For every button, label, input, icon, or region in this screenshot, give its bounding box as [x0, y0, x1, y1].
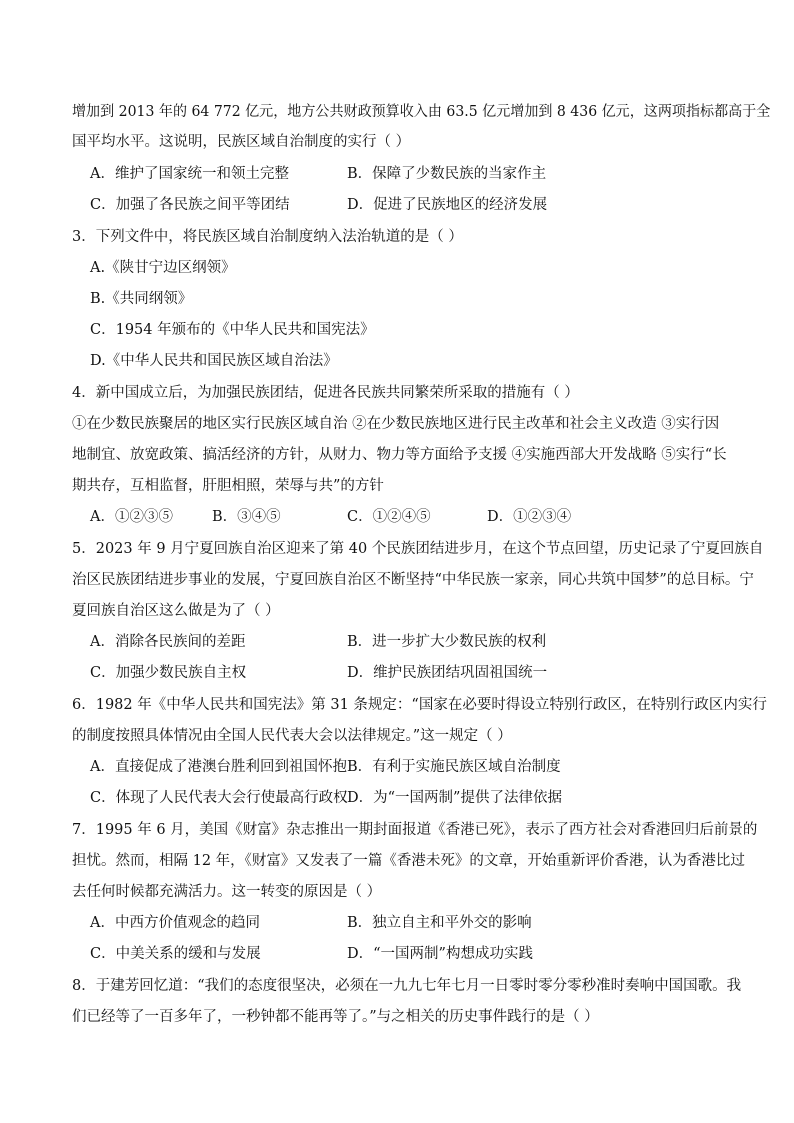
q7-option-c[interactable]: C．中美关系的缓和与发展 — [90, 946, 261, 962]
q5-stem-line-1: 5．2023 年 9 月宁夏回族自治区迎来了第 40 个民族团结进步月，在这个节点回望，历史记录了宁夏回族自 — [72, 541, 764, 557]
q3-stem: 3．下列文件中，将民族区域自治制度纳入法治轨道的是（ ） — [72, 229, 463, 245]
q6-stem-line-2: 的制度按照具体情况由全国人民代表大会以法律规定。”这一规定（ ） — [72, 728, 512, 744]
q7-stem-line-3: 去任何时候都充满活力。这一转变的原因是（ ） — [72, 884, 382, 900]
q4-option-a[interactable]: A．①②③⑤ — [90, 509, 173, 525]
q5-stem-line-3: 夏回族自治区这么做是为了（ ） — [72, 603, 280, 619]
q7-option-d[interactable]: D．“一国两制”构想成功实践 — [347, 946, 533, 962]
q4-stem-line-2: ①在少数民族聚居的地区实行民族区域自治 ②在少数民族地区进行民主改革和社会主义改造 ③实行因 — [72, 416, 720, 432]
q3-option-c[interactable]: C．1954 年颁布的《中华人民共和国宪法》 — [90, 322, 375, 338]
q5-option-b[interactable]: B．进一步扩大少数民族的权利 — [347, 634, 547, 650]
q6-option-a[interactable]: A．直接促成了港澳台胜利回到祖国怀抱 — [90, 759, 347, 775]
q4-stem-line-1: 4．新中国成立后，为加强民族团结，促进各民族共同繁荣所采取的措施有（ ） — [72, 385, 579, 401]
q3-option-d[interactable]: D.《中华人民共和国民族区域自治法》 — [90, 353, 338, 369]
q4-option-d[interactable]: D．①②③④ — [487, 509, 572, 525]
q7-option-a[interactable]: A．中西方价值观念的趋同 — [90, 915, 260, 931]
q2-stem-line-1: 增加到 2013 年的 64 772 亿元，地方公共财政预算收入由 63.5 亿元增加到 8 436 亿元，这两项指标都高于全 — [72, 104, 771, 120]
q2-option-a[interactable]: A．维护了国家统一和领土完整 — [90, 166, 289, 182]
q4-stem-line-4: 期共存，互相监督，肝胆相照，荣辱与共”的方针 — [72, 478, 384, 494]
q5-stem-line-2: 治区民族团结进步事业的发展，宁夏回族自治区不断坚持“中华民族一家亲，同心共筑中国梦”的总目标。宁 — [72, 572, 754, 588]
q5-option-d[interactable]: D．维护民族团结巩固祖国统一 — [347, 665, 548, 681]
q5-option-c[interactable]: C．加强少数民族自主权 — [90, 665, 247, 681]
q4-option-c[interactable]: C．①②④⑤ — [347, 509, 431, 525]
q4-stem-line-3: 地制宜、放宽政策、搞活经济的方针，从财力、物力等方面给予支援 ④实施西部大开发战略 ⑤实行“长 — [72, 447, 727, 463]
q2-stem-line-2: 国平均水平。这说明，民族区域自治制度的实行（ ） — [72, 134, 411, 150]
q6-option-b[interactable]: B．有利于实施民族区域自治制度 — [347, 759, 561, 775]
q4-option-b[interactable]: B．③④⑤ — [212, 509, 281, 525]
q6-option-c[interactable]: C．体现了人民代表大会行使最高行政权 — [90, 790, 348, 806]
q2-option-b[interactable]: B．保障了少数民族的当家作主 — [347, 166, 547, 182]
q6-option-d[interactable]: D．为“一国两制”提供了法律依据 — [347, 790, 562, 806]
q2-option-d[interactable]: D．促进了民族地区的经济发展 — [347, 197, 548, 213]
q6-stem-line-1: 6．1982 年《中华人民共和国宪法》第 31 条规定：“国家在必要时得设立特别行政区，在特别行政区内实行 — [72, 697, 767, 713]
q7-stem-line-2: 担忧。然而，相隔 12 年，《财富》又发表了一篇《香港未死》的文章，开始重新评价香港，认为香港比过 — [72, 853, 745, 869]
q3-option-a[interactable]: A.《陕甘宁边区纲领》 — [90, 260, 236, 276]
q2-option-c[interactable]: C．加强了各民族之间平等团结 — [90, 197, 290, 213]
q8-stem-line-1: 8．于建芳回忆道：“我们的态度很坚决，必须在一九九七年七月一日零时零分零秒准时奏响中国国歌。我 — [72, 978, 742, 994]
q5-option-a[interactable]: A．消除各民族间的差距 — [90, 634, 246, 650]
q7-option-b[interactable]: B．独立自主和平外交的影响 — [347, 915, 532, 931]
q7-stem-line-1: 7．1995 年 6 月，美国《财富》杂志推出一期封面报道《香港已死》，表示了西方社会对香港回归后前景的 — [72, 822, 758, 838]
q3-option-b[interactable]: B.《共同纲领》 — [90, 291, 193, 307]
q8-stem-line-2: 们已经等了一百多年了，一秒钟都不能再等了。”与之相关的历史事件践行的是（ ） — [72, 1009, 599, 1025]
